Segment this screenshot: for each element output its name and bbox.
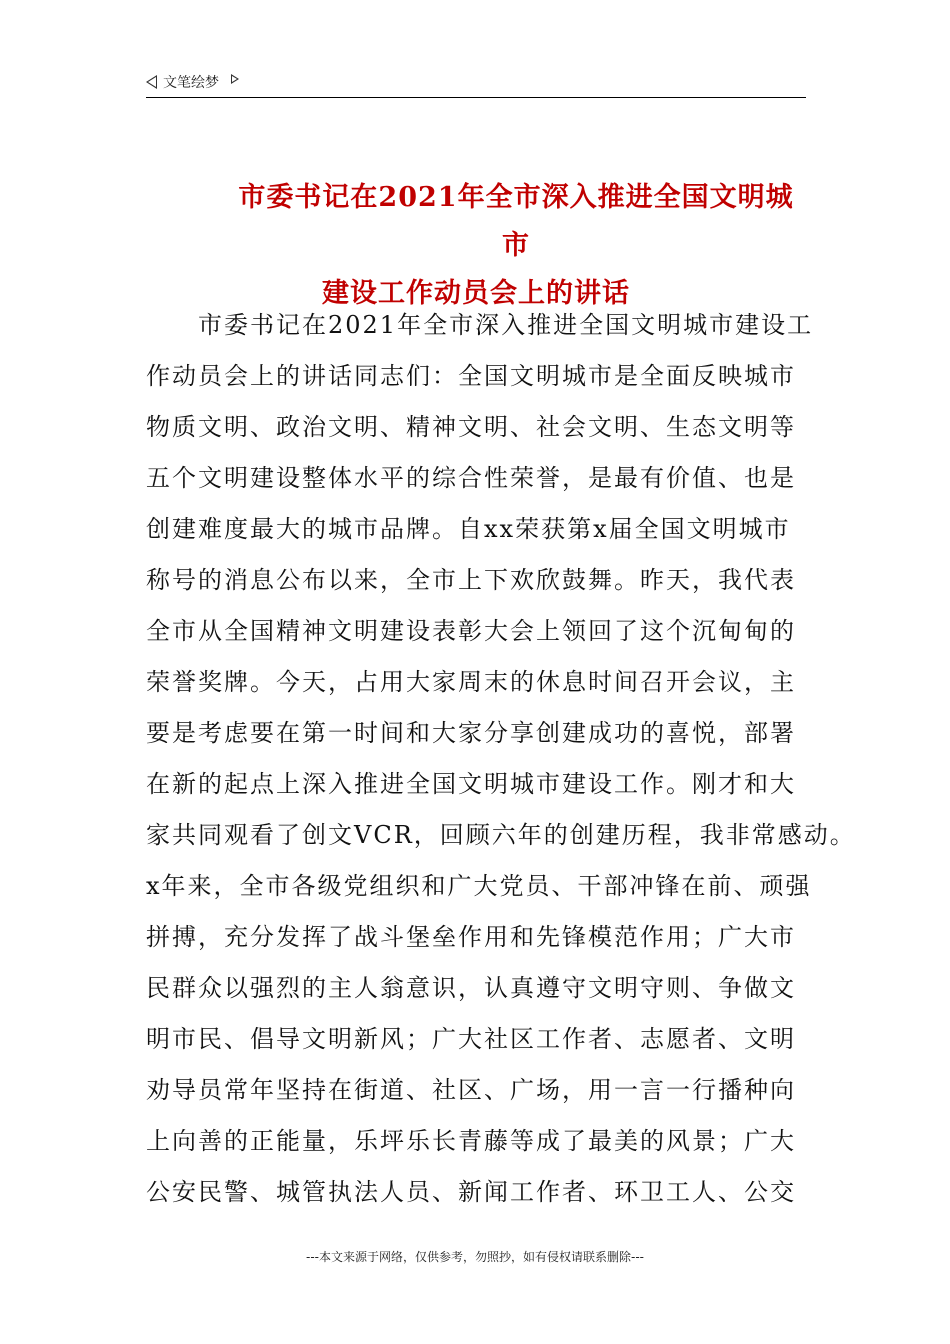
body-line: 明市民、倡导文明新风；广大社区工作者、志愿者、文明 <box>146 1025 796 1053</box>
title-line-1: 市委书记在2021年全市深入推进全国文明城市 <box>238 182 794 261</box>
body-line: 公安民警、城管执法人员、新闻工作者、环卫工人、公交 <box>146 1178 796 1206</box>
document-header <box>146 72 239 92</box>
body-line: 作动员会上的讲话同志们：全国文明城市是全面反映城市 <box>146 362 796 390</box>
body-line: 在新的起点上深入推进全国文明城市建设工作。刚才和大 <box>146 770 796 798</box>
body-line: 荣誉奖牌。今天，占用大家周末的休息时间召开会议，主 <box>146 668 796 696</box>
body-line: 物质文明、政治文明、精神文明、社会文明、生态文明等 <box>146 413 796 441</box>
triangle-left-icon <box>146 75 157 89</box>
body-line: 劝导员常年坚持在街道、社区、广场，用一言一行播种向 <box>146 1076 796 1104</box>
body-line: 拼搏，充分发挥了战斗堡垒作用和先锋模范作用；广大市 <box>146 923 796 951</box>
body-line: 上向善的正能量，乐坪乐长青藤等成了最美的风景；广大 <box>146 1127 796 1155</box>
body-line: 五个文明建设整体水平的综合性荣誉，是最有价值、也是 <box>146 464 796 492</box>
body-text <box>146 300 856 1218</box>
document-title <box>146 174 806 318</box>
body-line: 要是考虑要在第一时间和大家分享创建成功的喜悦，部署 <box>146 719 796 747</box>
body-line: 创建难度最大的城市品牌。自xx荣获第x届全国文明城市 <box>146 515 791 543</box>
body-line: 家共同观看了创文VCR，回顾六年的创建历程，我非常感动。 <box>146 821 856 849</box>
triangle-right-icon <box>231 74 239 84</box>
title-line-2: 建设工作动员会上的讲话 <box>322 278 630 309</box>
header-brand: 文笔绘梦 <box>163 75 219 91</box>
header-rule <box>146 97 806 98</box>
footer-notice: ---本文来源于网络，仅供参考，勿照抄，如有侵权请联系删除--- <box>306 1250 644 1264</box>
body-line: 全市从全国精神文明建设表彰大会上领回了这个沉甸甸的 <box>146 617 796 645</box>
body-line: 民群众以强烈的主人翁意识，认真遵守文明守则、争做文 <box>146 974 796 1002</box>
body-line: 称号的消息公布以来，全市上下欢欣鼓舞。昨天，我代表 <box>146 566 796 594</box>
body-line: 市委书记在2021年全市深入推进全国文明城市建设工 <box>146 311 814 339</box>
body-line: x年来，全市各级党组织和广大党员、干部冲锋在前、顽强 <box>146 872 812 900</box>
